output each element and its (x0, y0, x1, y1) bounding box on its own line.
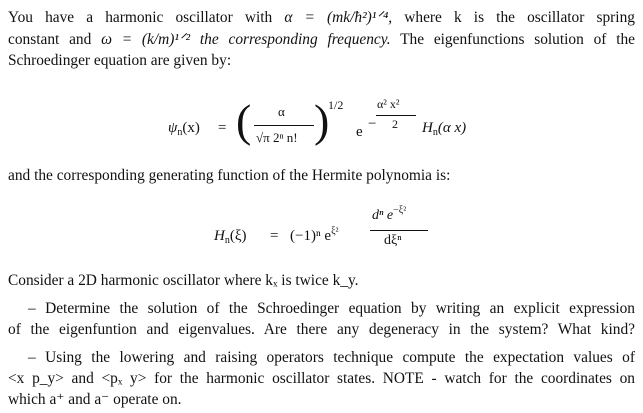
psi-lhs: $\psi_n(x)$ (168, 120, 200, 138)
problem-intro: Consider a 2D harmonic oscillator where kₓ is twice k_y. (8, 272, 359, 289)
intro-line-2 (8, 30, 635, 49)
right-paren: ) (314, 95, 330, 146)
question-1-line-2: of the eigenfuntion and eigenvalues. Are there any degeneracy in the system? What kind? (8, 321, 635, 338)
intro-text: where k is the oscillator spring (404, 9, 635, 26)
hermite-sentence: and the corresponding generating function of the Hermite polynomia is: (8, 167, 451, 184)
exp-denominator: 2 (392, 117, 398, 131)
intro-text: The eigenfunctions solution of the (400, 31, 635, 48)
frac-numerator: α (278, 104, 285, 119)
intro-line-1 (8, 8, 635, 27)
power-half: 1/2 (328, 98, 344, 112)
intro-line-3: Schroedinger equation are given by: (8, 52, 232, 69)
derivative-numerator: dⁿ $e^{-\xi^2}$ (372, 205, 407, 223)
question-2-line-3: which a⁺ and a⁻ operate on. (8, 391, 182, 408)
frac-denominator: √π 2ⁿ n! (256, 130, 298, 145)
left-paren: ( (236, 95, 252, 146)
hermite-term: $H_n(\alpha$ x) (422, 120, 467, 138)
alpha-definition: α = (mk/ħ²)¹ᐟ⁴, (284, 9, 393, 26)
question-2-line-2: <x p_y> and <pₓ y> for the harmonic oscillator states. NOTE - watch for the coordinates on (8, 370, 635, 387)
exp-base: e (356, 124, 363, 140)
equals-sign: = (218, 120, 227, 136)
sign-factor: (−1)ⁿ $e^{\xi^2}$ (290, 226, 339, 244)
question-2-line-1: – Using the lowering and raising operators technique compute the expectation values of (28, 349, 635, 366)
intro-text: You have a harmonic oscillator with (8, 9, 273, 26)
exp-numerator: α² x² (377, 97, 400, 111)
hn-lhs: $H_n(\xi)$ (214, 228, 247, 246)
fraction-bar (254, 125, 314, 126)
exp-fraction-bar (376, 115, 416, 116)
equals-sign: = (270, 228, 279, 244)
derivative-bar (370, 230, 428, 231)
question-1-line-1: – Determine the solution of the Schroedinger equation by writing an explicit expression (28, 300, 635, 317)
omega-definition: ω = (k/m)¹ᐟ² the corresponding frequency. (101, 31, 391, 48)
derivative-denominator: dξⁿ (384, 233, 402, 248)
intro-text: constant and (8, 31, 92, 48)
exp-minus: − (368, 116, 377, 132)
